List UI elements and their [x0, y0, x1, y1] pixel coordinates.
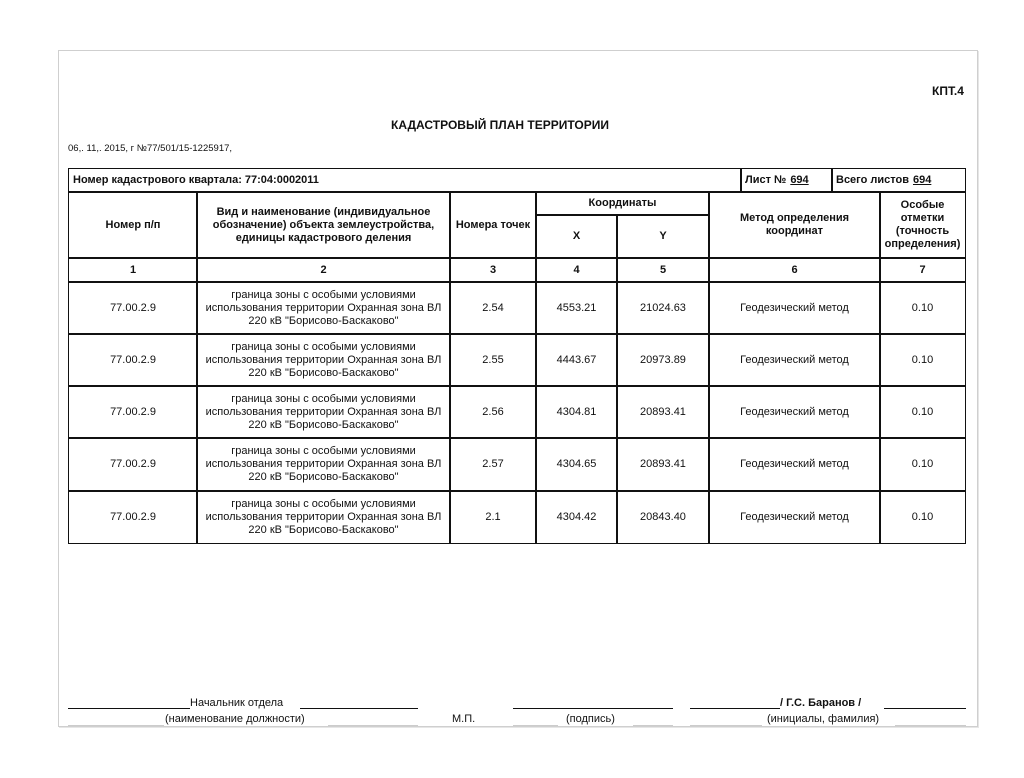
total-label: Всего листов — [836, 174, 909, 186]
row-4-point: 2.57 — [449, 437, 537, 492]
col-number: 4 — [535, 257, 618, 283]
quarter-label: Номер кадастрового квартала: 77:04:0002011 — [73, 174, 319, 186]
row-1-x: 4553.21 — [535, 281, 618, 335]
row-2-x: 4443.67 — [535, 333, 618, 387]
caption-line — [68, 725, 164, 726]
row-2-method: Геодезический метод — [708, 333, 881, 387]
row-4-x: 4304.65 — [535, 437, 618, 492]
row-5-note: 0.10 — [879, 490, 966, 544]
position-caption: (наименование должности) — [165, 713, 305, 725]
col-header-coordinates: Координаты — [535, 191, 710, 216]
row-4-method: Геодезический метод — [708, 437, 881, 492]
row-5-number: 77.00.2.9 — [68, 490, 198, 544]
col-number: 7 — [879, 257, 966, 283]
row-2-object: граница зоны с особыми условиями использования территории Охранная зона ВЛ 220 кВ "Борисово-Баскаково" — [196, 333, 451, 387]
col-header-x: X — [535, 214, 618, 259]
col-number: 1 — [68, 257, 198, 283]
registration-number: 06,. 11,. 2015, г №77/501/15-1225917, — [68, 143, 233, 154]
name-caption: (инициалы, фамилия) — [767, 713, 880, 725]
row-5-y: 20843.40 — [616, 490, 710, 544]
col-header-y: Y — [616, 214, 710, 259]
row-4-number: 77.00.2.9 — [68, 437, 198, 492]
cadastral-table — [68, 168, 966, 543]
total-sheets — [831, 168, 966, 193]
caption-line — [690, 725, 762, 726]
row-5-x: 4304.42 — [535, 490, 618, 544]
col-header-notes: Особые отметки (точность определения) — [879, 191, 966, 259]
row-3-y: 20893.41 — [616, 385, 710, 439]
signature-line — [884, 708, 966, 709]
row-5-method: Геодезический метод — [708, 490, 881, 544]
col-number: 2 — [196, 257, 451, 283]
caption-line — [895, 725, 966, 726]
col-number: 6 — [708, 257, 881, 283]
row-5-point: 2.1 — [449, 490, 537, 544]
total-value: 694 — [912, 174, 932, 186]
row-3-point: 2.56 — [449, 385, 537, 439]
signer-name: / Г.С. Баранов / — [780, 697, 862, 709]
signature-line — [513, 708, 673, 709]
col-number: 5 — [616, 257, 710, 283]
signature-caption: (подпись) — [566, 713, 615, 725]
row-3-number: 77.00.2.9 — [68, 385, 198, 439]
row-3-object: граница зоны с особыми условиями использования территории Охранная зона ВЛ 220 кВ "Борисово-Баскаково" — [196, 385, 451, 439]
col-number: 3 — [449, 257, 537, 283]
row-2-note: 0.10 — [879, 333, 966, 387]
sheet-value: 694 — [790, 174, 809, 186]
signature-line — [690, 708, 780, 709]
row-1-method: Геодезический метод — [708, 281, 881, 335]
row-1-y: 21024.63 — [616, 281, 710, 335]
col-header-points: Номера точек — [449, 191, 537, 259]
signature-line — [68, 708, 190, 709]
sheet-number — [740, 168, 833, 193]
row-1-object: граница зоны с особыми условиями использования территории Охранная зона ВЛ 220 кВ "Борисово-Баскаково" — [196, 281, 451, 335]
row-2-number: 77.00.2.9 — [68, 333, 198, 387]
row-3-x: 4304.81 — [535, 385, 618, 439]
sheet-label: Лист № — [745, 174, 787, 186]
document-title: КАДАСТРОВЫЙ ПЛАН ТЕРРИТОРИИ — [391, 118, 609, 132]
col-header-method: Метод определения координат — [708, 191, 881, 259]
row-4-note: 0.10 — [879, 437, 966, 492]
row-4-object: граница зоны с особыми условиями использования территории Охранная зона ВЛ 220 кВ "Борисово-Баскаково" — [196, 437, 451, 492]
row-3-method: Геодезический метод — [708, 385, 881, 439]
caption-line — [328, 725, 418, 726]
row-1-note: 0.10 — [879, 281, 966, 335]
row-2-point: 2.55 — [449, 333, 537, 387]
signature-line — [300, 708, 418, 709]
row-5-object: граница зоны с особыми условиями использования территории Охранная зона ВЛ 220 кВ "Борисово-Баскаково" — [196, 490, 451, 544]
row-1-point: 2.54 — [449, 281, 537, 335]
stamp-label: М.П. — [452, 713, 476, 725]
form-code: КПТ.4 — [932, 84, 964, 98]
col-header-object: Вид и наименование (индивидуальное обозначение) объекта землеустройства, единицы кадастрового деления — [196, 191, 451, 259]
caption-line — [513, 725, 558, 726]
row-2-y: 20973.89 — [616, 333, 710, 387]
row-3-note: 0.10 — [879, 385, 966, 439]
row-1-number: 77.00.2.9 — [68, 281, 198, 335]
row-4-y: 20893.41 — [616, 437, 710, 492]
caption-line — [633, 725, 673, 726]
position-title: Начальник отдела — [190, 697, 284, 709]
quarter-number — [68, 168, 742, 193]
col-header-number: Номер п/п — [68, 191, 198, 259]
